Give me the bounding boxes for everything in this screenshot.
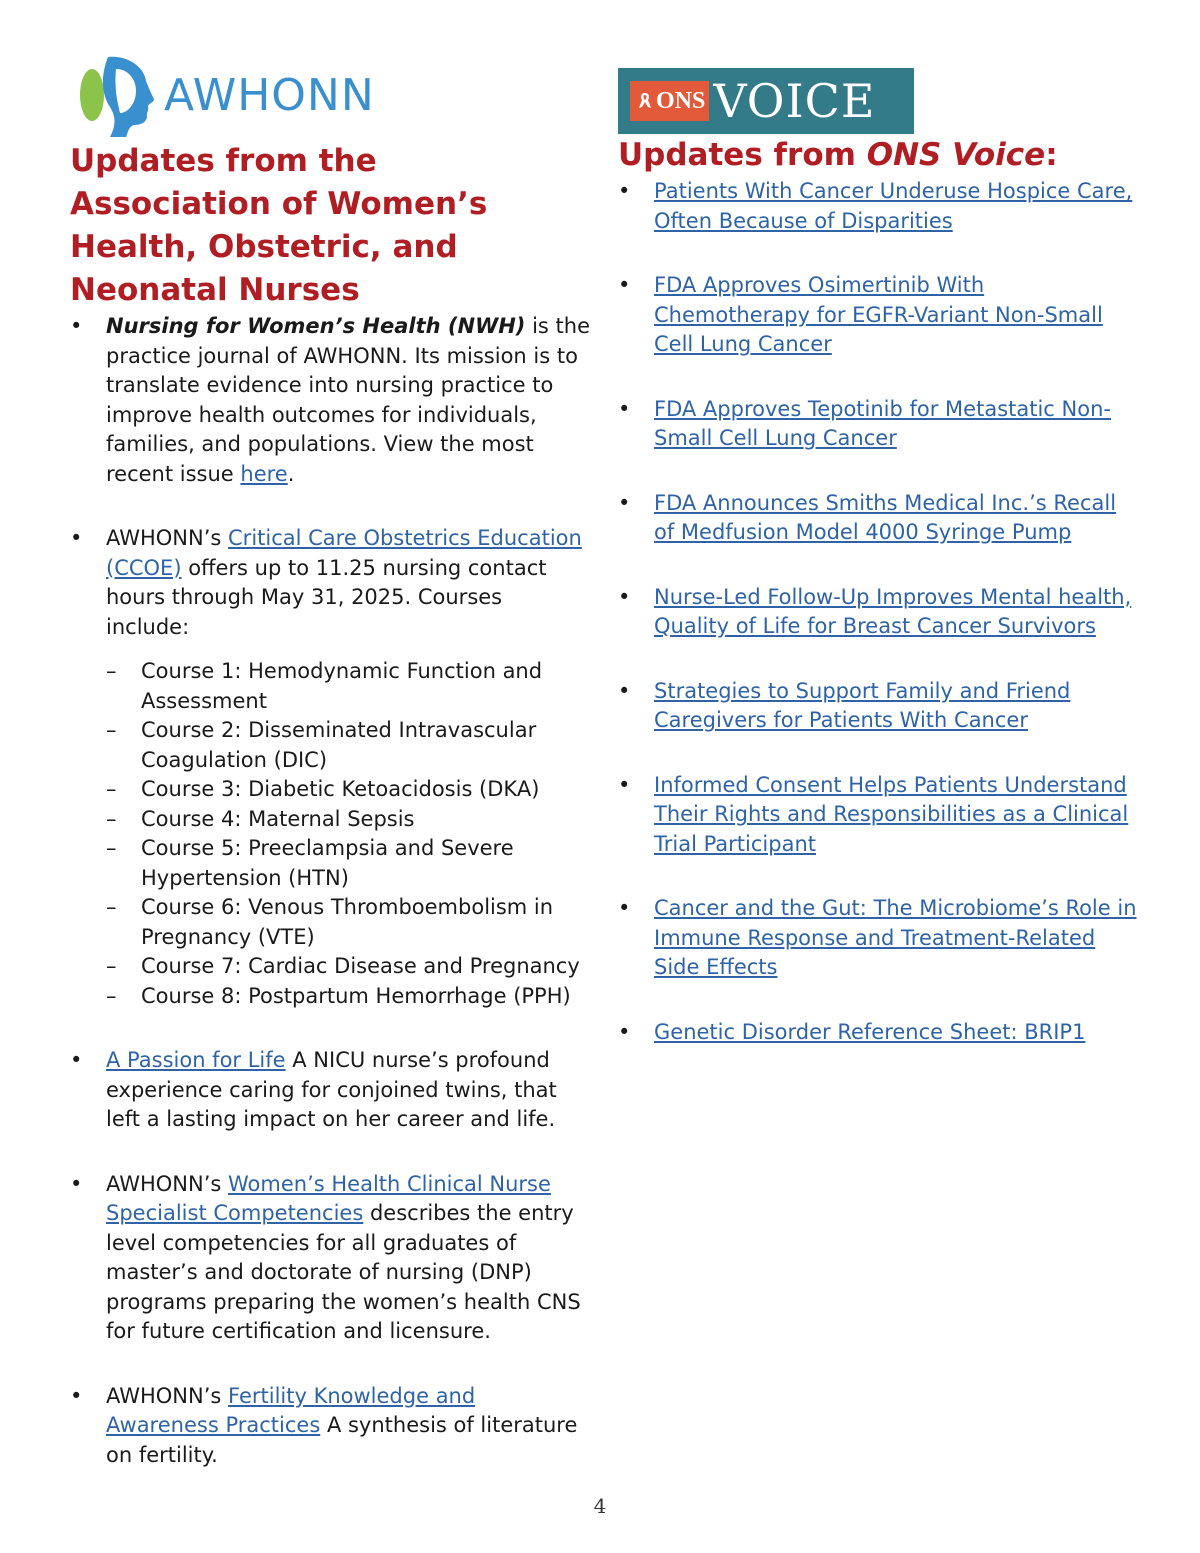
course-item: [106, 834, 590, 893]
ccoe-link[interactable]: Critical Care Obstetrics Education (CCOE): [106, 526, 582, 580]
list-item-passion: [70, 1046, 590, 1135]
list-item: [618, 677, 1138, 736]
ons-heading-suffix: :: [1045, 137, 1058, 173]
ons-heading: [618, 134, 1138, 177]
bullet: •: [618, 273, 631, 297]
cns-text: describes the entry level competencies for all graduates of master’s and doctorate of nursing (DNP) programs preparing the women’s health CNS for future certification and licensure.: [106, 1201, 581, 1343]
dash: –: [106, 777, 117, 801]
bullet: •: [70, 1048, 83, 1072]
bullet: •: [70, 1171, 83, 1196]
dash: –: [106, 806, 117, 831]
bullet: •: [618, 584, 631, 609]
course-label: Course 4: Maternal Sepsis: [141, 806, 415, 831]
awhonn-logo-text: AWHONN: [164, 69, 375, 121]
course-item: [106, 657, 590, 716]
list-item: [618, 1018, 1138, 1048]
course-label: Course 3: Diabetic Ketoacidosis (DKA): [141, 777, 540, 801]
awhonn-column: [70, 50, 590, 1505]
list-item: [618, 395, 1138, 454]
list-item-ccoe: [70, 524, 590, 1011]
fertility-text: A synthesis of literature on fertility.: [106, 1413, 578, 1467]
ons-article-link[interactable]: Informed Consent Helps Patients Understand Their Rights and Responsibilities as a Clinical Trial Participant: [654, 772, 1129, 856]
dash: –: [106, 659, 117, 683]
ons-badge: [630, 81, 709, 121]
ons-article-link[interactable]: Cancer and the Gut: The Microbiome’s Role in Immune Response and Treatment-Related Side Effects: [654, 896, 1137, 979]
course-item: [106, 982, 590, 1012]
course-item: [106, 775, 590, 805]
cns-competencies-link[interactable]: Women’s Health Clinical Nurse Specialist Competencies: [106, 1171, 551, 1225]
bullet: •: [618, 396, 631, 421]
bullet: •: [70, 1383, 83, 1408]
course-item: [106, 952, 590, 982]
course-label: Course 8: Postpartum Hemorrhage (PPH): [141, 983, 571, 1008]
dash: –: [106, 718, 117, 742]
course-label: Course 5: Preeclampsia and Severe Hypertension (HTN): [141, 836, 514, 890]
ccoe-text: offers up to 11.25 nursing contact hours through May 31, 2025. Courses include:: [106, 555, 547, 639]
ons-article-link[interactable]: FDA Announces Smiths Medical Inc.’s Recall of Medfusion Model 4000 Syringe Pump: [654, 490, 1117, 544]
ribbon-icon: [636, 92, 654, 110]
list-item: [618, 894, 1138, 983]
bullet: •: [618, 678, 631, 703]
course-label: Course 6: Venous Thromboembolism in Pregnancy (VTE): [141, 895, 554, 949]
list-item-fertility: [70, 1382, 590, 1471]
course-item: [106, 716, 590, 775]
nwh-suffix: .: [287, 461, 295, 486]
cns-prefix: AWHONN’s: [106, 1171, 229, 1196]
ons-article-link[interactable]: Strategies to Support Family and Friend Caregivers for Patients With Cancer: [654, 678, 1071, 732]
ons-voice-text: VOICE: [713, 74, 876, 128]
list-item-nwh: [70, 312, 590, 489]
list-item: [618, 271, 1138, 360]
bullet: •: [618, 179, 631, 203]
ccoe-prefix: AWHONN’s: [106, 526, 229, 550]
ons-article-link[interactable]: FDA Approves Osimertinib With Chemotherapy for EGFR-Variant Non-Small Cell Lung Cancer: [654, 273, 1103, 356]
ccoe-course-list: [106, 657, 590, 1011]
nwh-journal-title: Nursing for Women’s Health (NWH): [106, 314, 526, 338]
bullet: •: [618, 490, 631, 515]
ons-voice-logo: [618, 68, 914, 134]
ons-link-list: [618, 177, 1138, 1047]
passion-for-life-link[interactable]: A Passion for Life: [106, 1048, 286, 1072]
awhonn-logo: [70, 50, 590, 140]
fertility-link[interactable]: Fertility Knowledge and Awareness Practices: [106, 1383, 476, 1437]
list-item: [618, 771, 1138, 860]
ons-article-link[interactable]: FDA Approves Tepotinib for Metastatic Non-Small Cell Lung Cancer: [654, 396, 1111, 450]
ons-column: [618, 68, 1138, 1082]
bullet: •: [618, 1019, 631, 1044]
bullet: •: [618, 772, 631, 797]
ons-heading-italic: ONS Voice: [866, 137, 1046, 173]
dash: –: [106, 983, 117, 1008]
course-label: Course 2: Disseminated Intravascular Coagulation (DIC): [141, 718, 537, 772]
bullet: •: [618, 896, 631, 920]
ons-article-link[interactable]: Patients With Cancer Underuse Hospice Care, Often Because of Disparities: [654, 179, 1133, 233]
awhonn-list: [70, 312, 590, 1470]
dash: –: [106, 954, 117, 978]
bullet: •: [70, 314, 83, 338]
course-item: [106, 893, 590, 952]
passion-text: A NICU nurse’s profound experience caring for conjoined twins, that left a lasting impact on her career and life.: [106, 1048, 557, 1131]
course-item: [106, 805, 590, 835]
list-item: [618, 583, 1138, 642]
dash: –: [106, 895, 117, 919]
awhonn-heading: Updates from the Association of Women’s Health, Obstetric, and Neonatal Nurses: [70, 143, 488, 308]
list-item-cns: [70, 1170, 590, 1347]
ons-article-link[interactable]: Genetic Disorder Reference Sheet: BRIP1: [654, 1019, 1086, 1044]
fertility-prefix: AWHONN’s: [106, 1383, 229, 1408]
ons-badge-text: ONS: [656, 87, 706, 114]
list-item: [618, 489, 1138, 548]
course-label: Course 7: Cardiac Disease and Pregnancy: [141, 954, 580, 978]
course-label: Course 1: Hemodynamic Function and Assessment: [141, 659, 543, 713]
awhonn-profile-icon: [70, 51, 158, 139]
ons-heading-prefix: Updates from: [618, 137, 867, 173]
list-item: [618, 177, 1138, 236]
bullet: •: [70, 526, 83, 550]
nwh-here-link[interactable]: here: [240, 461, 288, 486]
ons-article-link[interactable]: Nurse-Led Follow-Up Improves Mental health, Quality of Life for Breast Cancer Survivors: [654, 584, 1132, 638]
nwh-text: is the practice journal of AWHONN. Its mission is to translate evidence into nursing practice to improve health outcomes for individuals, families, and populations. View the most recent issue: [106, 314, 590, 486]
page-number: 4: [593, 1494, 607, 1518]
dash: –: [106, 836, 117, 860]
